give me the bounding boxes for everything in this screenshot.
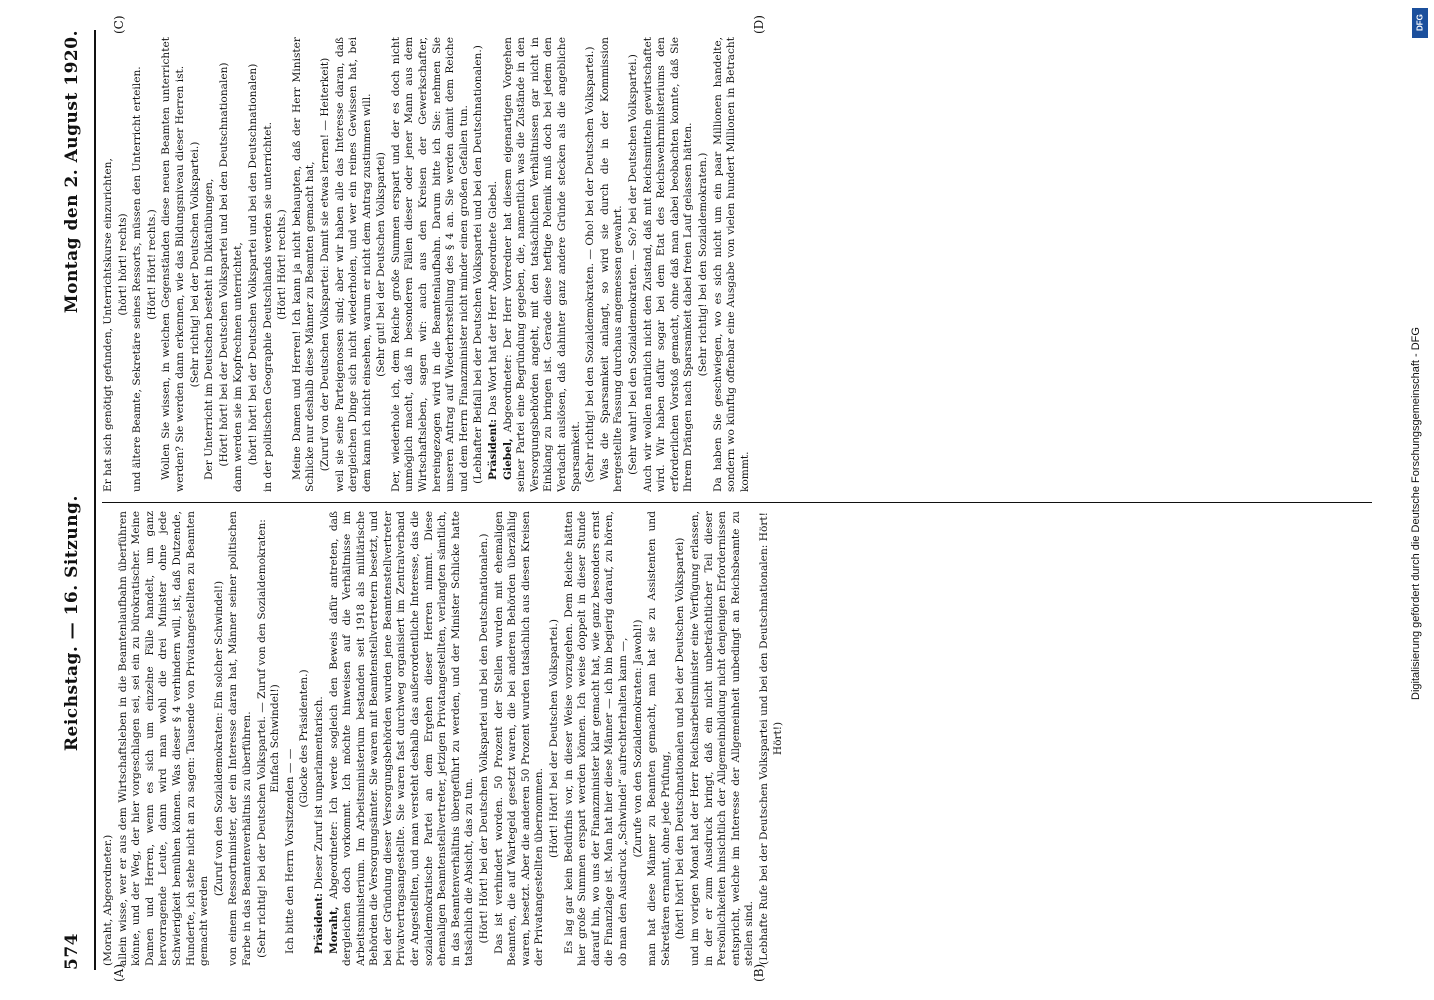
paragraph: dann werden sie im Kopfrechnen unterrichtet,	[232, 242, 245, 492]
paragraph: allein wisse, wer er aus dem Wirtschaftsleben in die Beamtenlaufbahn überführen könne, und der Weg, der hier vorgeschlagen sei, sei ein zu bürokratischer. Meine Damen und Herren, wenn es sich um einzelne Fälle handelt, um ganz hervorragende Leute, dann wird man wohl die drei Minister ohne jede Schwierigkeit bemühen können. Was dieser § 4 verhindern will, ist, daß Dutzende, Hunderte, ich stehe nicht an zu sagen: Tausende von Privatangestellten zu Beamten gemacht werden	[116, 511, 211, 966]
margin-mark-c: (C)	[112, 15, 126, 34]
rotated-sheet	[52, 15, 1382, 982]
paragraph: weil sie seine Parteigenossen sind; aber wir haben alle das Interesse daran, daß dergleichen Dinge sich nicht wiederholen, und wer ein reines Gewissen hat, bei dem kann ich nicht einsehen, warum er nicht dem Antrag zustimmen will.	[333, 37, 373, 492]
paragraph: Giebel, Abgeordneter: Der Herr Vorredner hat diesem eigenartigen Vorgehen seiner Partei eine Begründung gegeben, die, namentlich was die Zustände in den Versorgungsbehörden angeht, mit den tatsächlichen Verhältnissen gar nicht in Einklang zu bringen ist. Gerade diese heftige Polemik muß doch bei jedem den Verdacht auslösen, daß dahinter ganz andere Gründe stecken als die angebliche Sparsamkeit.	[501, 37, 582, 492]
paragraph: (hört! hört! rechts)	[116, 213, 129, 316]
paragraph: (Glocke des Präsidenten.)	[298, 669, 311, 808]
margin-mark-b: (B)	[752, 963, 766, 982]
paragraph: Ich bitte den Herrn Vorsitzenden — —	[283, 748, 296, 954]
paragraph: (Zurufe von den Sozialdemokraten: Jawohl!)	[631, 619, 644, 858]
paragraph: man hat diese Männer zu Beamten gemacht, man hat sie zu Assistenten und Sekretären ernannt, ohne jede Prüfung,	[646, 511, 672, 966]
paragraph: (Hört! Hört! rechts.)	[145, 209, 158, 320]
paragraph: Der, wiederhole ich, dem Reiche große Summen erspart und der es doch nicht unmöglich macht, daß in besonderen Fällen dieser oder jener Mann aus dem Wirtschaftsleben, sagen wir: auch aus den Kreisen der Gewerkschafter, hereingezogen wird in die Beamtenlaufbahn. Darum bitte ich Sie: nehmen Sie unseren Antrag auf Wiederherstellung des § 4 an. Sie werden damit dem Reiche und dem Herrn Finanzminister nicht minder einen großen Gefallen tun.	[389, 37, 470, 492]
paragraph: und im vorigen Monat hat der Herr Reichsarbeitsminister eine Verfügung erlassen, in der er zum Ausdruck bringt, daß ein nicht unbeträchtlicher Teil dieser Persönlichkeiten hinsichtlich der Allgemeinbildung nicht denjenigen Erfordernissen entspricht, welche im Interesse der Allgemeinheit unbedingt an Reichsbeamte zu stellen sind.	[688, 511, 756, 966]
paragraph: Das ist verhindert worden. 50 Prozent der Stellen wurden mit ehemaligen Beamten, die auf Wartegeld gesetzt waren, die bei anderen Behörden überzählig waren, besetzt. Aber die anderen 50 Prozent wurden tatsächlich aus diesen Kreisen der Privatangestellten übernommen.	[492, 511, 546, 966]
paragraph: (Sehr gut! bei der Deutschen Volkspartei)	[375, 152, 388, 377]
paragraph: in der politischen Geographie Deutschlands werden sie unterrichtet.	[261, 121, 274, 492]
left-column	[102, 511, 1372, 966]
paragraph: (Sehr richtig! bei den Sozialdemokraten.)	[696, 152, 709, 377]
paragraph: Präsident: Das Wort hat der Herr Abgeordnete Giebel.	[487, 180, 500, 480]
paragraph: Was die Sparsamkeit anlangt, so wird sie durch die in der Kommission hergestellte Fassung durchaus angemessen gewahrt.	[598, 37, 625, 492]
paragraph: Moraht, Abgeordneter: Ich werde sogleich den Beweis dafür antreten, daß dergleichen doch vorkommt. Ich möchte hinweisen auf die Verhältnisse im Arbeitsministerium. Im Arbeitsministerium bestanden seit 1918 als militärische Behörden die Versorgungsämter. Sie waren mit Beamtenstellvertretern besetzt, und bei der Gründung dieser Versorgungsbehörden wurden jene Beamtenstellvertreter Privatvertragsangestellte. Sie waren fast durchweg organisiert im Zentralverband der Angestellten, und man versteht deshalb das außerordentliche Interesse, das die sozialdemokratische Partei an dem Ergehen dieser Herren nimmt. Diese ehemaligen Beamtenstellvertreter, jetzigen Privatangestellten, verlangten sämtlich, in das Beamtenverhältnis übergeführt zu werden, und der Minister Schlicke hatte tatsächlich die Absicht, das zu tun.	[327, 511, 476, 966]
session-title: Reichstag. — 16. Sitzung.	[62, 495, 82, 752]
session-date: Montag den 2. August 1920.	[62, 30, 82, 314]
dfg-logo: DFG	[1412, 8, 1428, 38]
paragraph: Er hat sich genötigt gefunden, Unterrichtskurse einzurichten,	[102, 158, 114, 492]
paragraph: und ältere Beamte, Sekretäre seines Ressorts, müssen den Unterricht erteilen.	[131, 66, 144, 492]
paragraph: (Lebhafter Beifall bei der Deutschen Volkspartei und bei den Deutschnationalen.)	[472, 45, 485, 484]
header-rule	[94, 30, 96, 970]
paragraph: Der Unterricht im Deutschen besteht in Diktatübungen,	[203, 178, 216, 480]
paragraph: (Hört! Hört! rechts.)	[276, 209, 289, 320]
paragraph: (hört! hört! bei der Deutschen Volkspartei und bei den Deutschnationalen)	[246, 63, 259, 466]
page-header	[52, 30, 92, 970]
paragraph: Präsident: Dieser Zuruf ist unparlamentarisch.	[312, 696, 325, 954]
paragraph: Da haben Sie geschwiegen, wo es sich nicht um ein paar Millionen handelte, sondern wo künftig offenbar eine Ausgabe von vielen hundert Millionen in Betracht kommt.	[711, 37, 751, 492]
paragraph: (Zuruf von den Sozialdemokraten: Ein solcher Schwindel!)	[212, 580, 225, 897]
paragraph: Wollen Sie wissen, in welchen Gegenständen diese neuen Beamten unterrichtet werden? Sie werden dann erkennen, wie das Bildungsniveau dieser Herren ist.	[160, 37, 186, 492]
paragraph: (hört! hört! bei den Deutschnationalen und bei der Deutschen Volkspartei)	[674, 537, 687, 940]
right-column	[102, 37, 1372, 492]
paragraph: (Hört! Hört! bei der Deutschen Volkspartei und bei den Deutschnationalen.)	[478, 533, 491, 944]
margin-mark-a: (A)	[112, 963, 126, 982]
paragraph: (Sehr richtig! bei den Sozialdemokraten. — Oho! bei der Deutschen Volkspartei.)	[584, 46, 597, 483]
paragraph: (Lebhafte Rufe bei der Deutschen Volkspartei und bei den Deutschnationalen: Hört! Hört!)	[757, 512, 784, 965]
paragraph: (Sehr wahr! bei den Sozialdemokraten. — So? bei der Deutschen Volkspartei.)	[626, 54, 639, 475]
paragraph: (Hört! Hört! bei der Deutschen Volkspartei.)	[548, 619, 560, 858]
paragraph: (Hört! hört! bei der Deutschen Volkspartei und bei den Deutschnationalen)	[217, 62, 230, 467]
paragraph: Es lag gar kein Bedürfnis vor, in dieser Weise vorzugehen. Dem Reiche hätten hier große Summen erspart werden können. Ich weise doppelt in dieser Stunde darauf hin, wo uns der Finanzminister klar gemacht hat, wie ganz besonders ernst die Finanzlage ist. Man hat hier diese Männer — ich bin begierig darauf, zu hören, ob man den Ausdruck „Schwindel“ aufrechterhalten kann —,	[562, 511, 629, 966]
paragraph: (Zuruf von der Deutschen Volkspartei: Damit sie etwas lernen! — Heiterkeit)	[318, 57, 331, 472]
paragraph: von einem Ressortminister, der ein Interesse daran hat, Männer seiner politischen Farbe in das Beamtenverhältnis zu überführen.	[227, 511, 253, 966]
margin-mark-d: (D)	[752, 15, 766, 34]
paragraph: (Moraht, Abgeordneter.)	[102, 834, 114, 966]
credit-text: Digitalisierung gefördert durch die Deutsche Forschungsgemeinschaft - DFG	[1410, 327, 1422, 700]
digitization-credit	[1410, 0, 1428, 1000]
paragraph: (Sehr richtig! bei der Deutschen Volkspartei.)	[188, 141, 201, 388]
paragraph: Meine Damen und Herren! Ich kann ja nicht behaupten, daß der Herr Minister Schlicke nur deshalb diese Männer zu Beamten gemacht hat,	[290, 37, 317, 492]
column-divider	[102, 502, 1372, 503]
paragraph: Auch wir wollen natürlich nicht den Zustand, daß mit Reichsmitteln gewirtschaftet wird. Wir haben dafür sogar bei dem Etat des Reichswehrministeriums den erforderlichen Vorstoß gemacht, ohne daß man dabei beobachten konnte, daß Sie Ihrem Drängen nach Sparsamkeit dabei freien Lauf gelassen hätten.	[641, 37, 695, 492]
paragraph: (Sehr richtig! bei der Deutschen Volkspartei. — Zuruf von den Sozialdemokraten: Einfach Schwindel!)	[255, 519, 282, 958]
page-number: 574	[62, 933, 82, 970]
